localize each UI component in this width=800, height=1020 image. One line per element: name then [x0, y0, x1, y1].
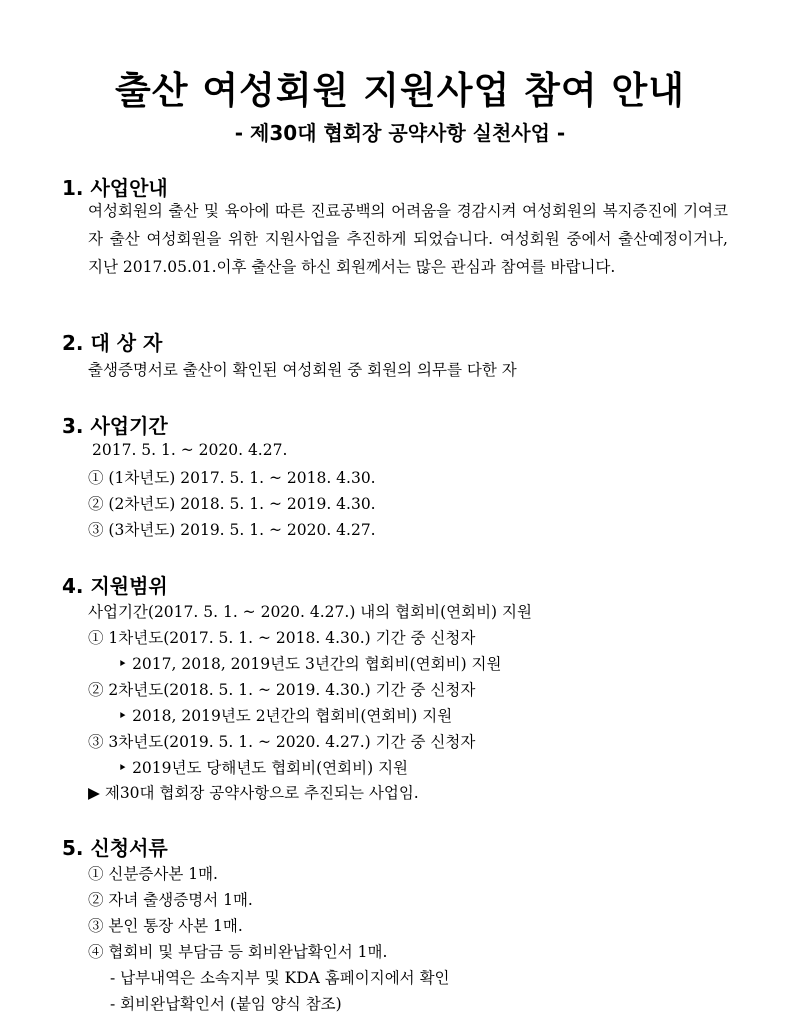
section-heading: 2. 대 상 자	[62, 331, 163, 355]
list-item: 2017. 5. 1. ~ 2020. 4.27.	[92, 441, 288, 459]
list-item: - 회비완납확인서 (붙임 양식 참조)	[110, 995, 342, 1013]
list-item: ‣ 2017, 2018, 2019년도 3년간의 협회비(연회비) 지원	[118, 655, 502, 673]
document-title: 출산 여성회원 지원사업 참여 안내	[115, 69, 685, 112]
list-item: ② (2차년도) 2018. 5. 1. ~ 2019. 4.30.	[88, 495, 376, 513]
list-item: 사업기간(2017. 5. 1. ~ 2020. 4.27.) 내의 협회비(연회비) 지원	[88, 603, 532, 621]
list-item: ‣ 2019년도 당해년도 협회비(연회비) 지원	[118, 759, 409, 777]
list-item: 출생증명서로 출산이 확인된 여성회원 중 회원의 의무를 다한 자	[88, 361, 517, 379]
list-item: ② 자녀 출생증명서 1매.	[88, 891, 253, 909]
list-item: ① 1차년도(2017. 5. 1. ~ 2018. 4.30.) 기간 중 신청자	[88, 629, 476, 647]
section-heading: 3. 사업기간	[62, 414, 168, 438]
list-item: ③ (3차년도) 2019. 5. 1. ~ 2020. 4.27.	[88, 521, 376, 539]
list-item: ③ 본인 통장 사본 1매.	[88, 917, 243, 935]
section-heading: 5. 신청서류	[62, 836, 168, 860]
list-item: - 납부내역은 소속지부 및 KDA 홈페이지에서 확인	[110, 969, 450, 987]
document-subtitle: - 제30대 협회장 공약사항 실천사업 -	[234, 121, 566, 145]
list-item: ③ 3차년도(2019. 5. 1. ~ 2020. 4.27.) 기간 중 신청자	[88, 733, 476, 751]
list-item: ‣ 2018, 2019년도 2년간의 협회비(연회비) 지원	[118, 707, 453, 725]
list-item: ① (1차년도) 2017. 5. 1. ~ 2018. 4.30.	[88, 469, 376, 487]
list-item: ② 2차년도(2018. 5. 1. ~ 2019. 4.30.) 기간 중 신청자	[88, 681, 476, 699]
section-heading: 1. 사업안내	[62, 176, 168, 200]
list-item: ▶ 제30대 협회장 공약사항으로 추진되는 사업임.	[88, 784, 419, 802]
section-paragraph: 여성회원의 출산 및 육아에 따른 진료공백의 어려움을 경감시켜 여성회원의 복지증진에 기여코자 출산 여성회원을 위한 지원사업을 추진하게 되었습니다. 여성회원 중에서 출산예정이거나, 지난 2017.05.01.이후 출산을 하신 회원께서는 많은 관심과 참여를 바랍니다.	[88, 202, 728, 276]
list-item: ④ 협회비 및 부담금 등 회비완납확인서 1매.	[88, 943, 388, 961]
section-heading: 4. 지원범위	[62, 574, 168, 598]
list-item: ① 신분증사본 1매.	[88, 865, 218, 883]
